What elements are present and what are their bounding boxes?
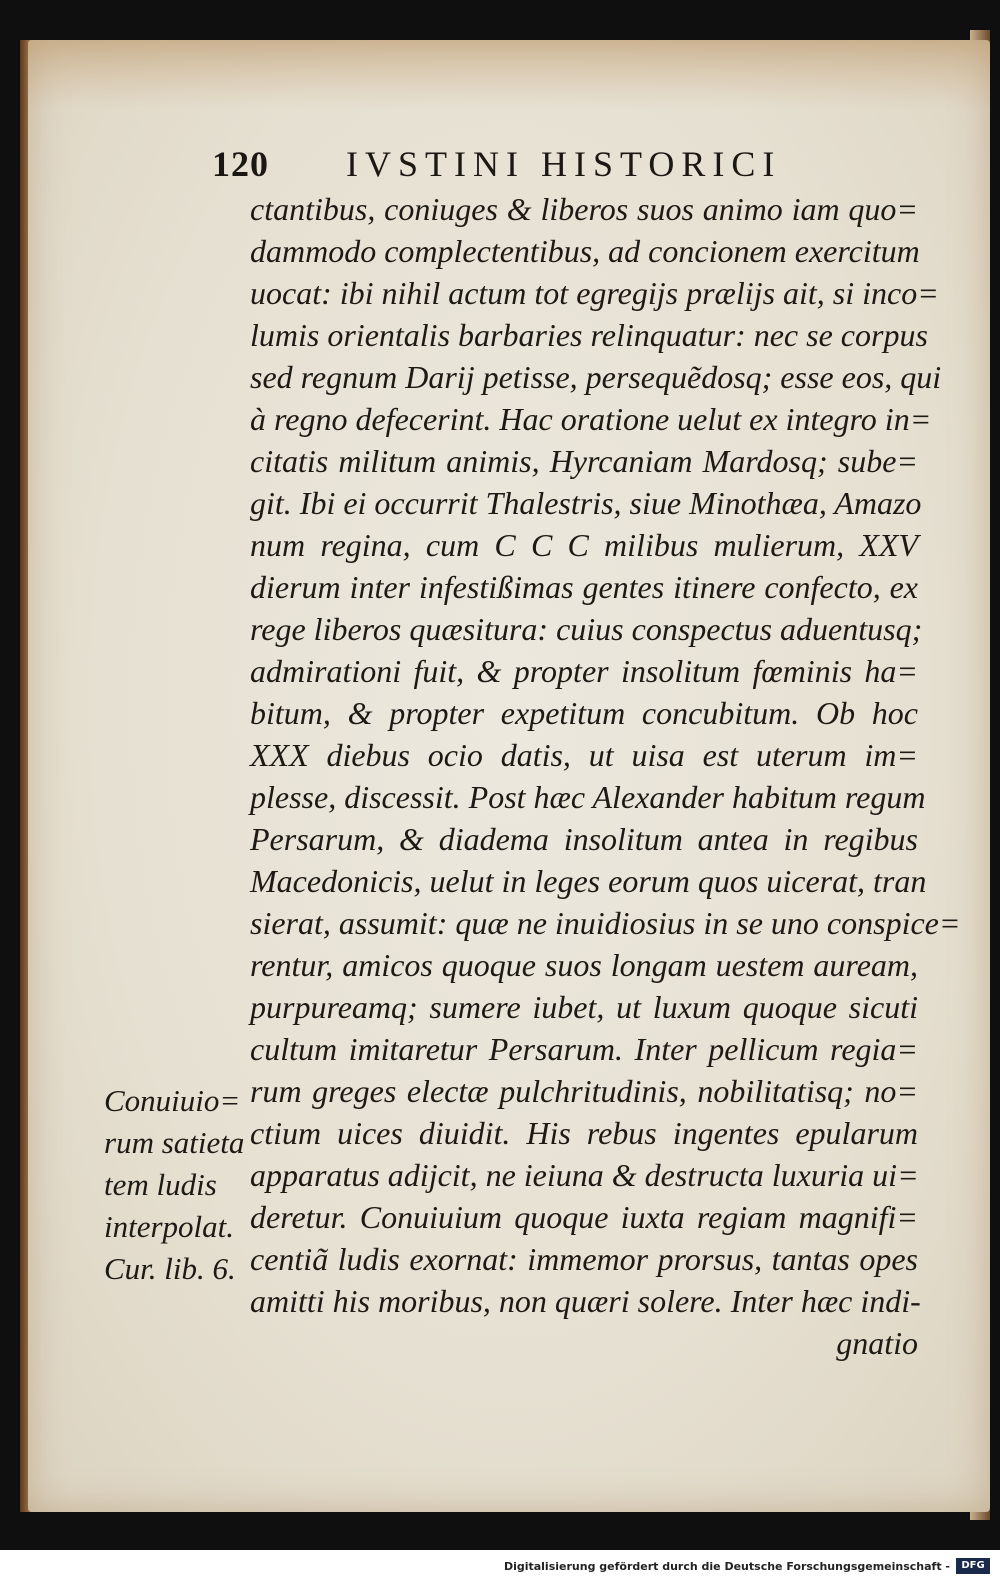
page-number: 120: [212, 144, 269, 184]
text-line: dierum inter infestißimas gentes itinere confecto, ex: [250, 569, 918, 605]
text-line: amitti his moribus, non quæri solere. Inter hæc indi-: [250, 1283, 921, 1319]
text-line: Macedonicis, uelut in leges eorum quos uicerat, tran: [250, 863, 927, 899]
marginal-note: [104, 1080, 254, 1290]
marginal-note-line: rum satieta: [104, 1125, 245, 1160]
text-line: rege liberos quæsitura: cuius conspectus aduentusq;: [250, 611, 923, 647]
text-line: admirationi fuit, & propter insolitum fœminis ha=: [250, 653, 918, 689]
running-title: IVSTINI HISTORICI: [346, 144, 782, 184]
text-line: apparatus adijcit, ne ieiuna & destructa luxuria ui=: [250, 1157, 919, 1193]
marginal-note-line: interpolat.: [104, 1209, 235, 1244]
text-line: dammodo complectentibus, ad concionem exercitum: [250, 233, 920, 269]
marginal-note-line: tem ludis: [104, 1167, 217, 1202]
text-line: git. Ibi ei occurrit Thalestris, siue Minothæa, Amazo: [250, 485, 922, 521]
text-line: sierat, assumit: quæ ne inuidiosius in se uno conspice=: [250, 905, 961, 941]
text-line: citatis militum animis, Hyrcaniam Mardosq; sube=: [250, 443, 918, 479]
text-line: plesse, discessit. Post hæc Alexander habitum regum: [250, 779, 926, 815]
text-line: Persarum, & diadema insolitum antea in regibus: [250, 821, 918, 857]
funding-credit: Digitalisierung gefördert durch die Deutsche Forschungsgemeinschaft -: [503, 1560, 950, 1573]
text-line: num regina, cum C C C milibus mulierum, XXV: [250, 527, 918, 563]
text-line: uocat: ibi nihil actum tot egregijs prælijs ait, si inco=: [250, 275, 939, 311]
text-line: bitum, & propter expetitum concubitum. Ob hoc: [250, 695, 918, 731]
dfg-logo: DFG: [956, 1558, 990, 1574]
text-line: XXX diebus ocio datis, ut uisa est uterum im=: [250, 737, 918, 773]
text-line: lumis orientalis barbaries relinquatur: nec se corpus: [250, 317, 928, 353]
text-line: cultum imitaretur Persarum. Inter pellicum regia=: [250, 1031, 918, 1067]
text-line: centiã ludis exornat: immemor prorsus, tantas opes: [250, 1241, 918, 1277]
text-line: sed regnum Darij petisse, persequẽdosq; esse eos, qui: [250, 359, 942, 395]
text-line: à regno defecerint. Hac oratione uelut ex integro in=: [250, 401, 932, 437]
marginal-note-line: Conuiuio=: [104, 1083, 241, 1118]
footer-bar: [0, 1550, 1000, 1588]
catchword: gnatio: [836, 1325, 918, 1361]
text-line: ctium uices diuidit. His rebus ingentes epularum: [250, 1115, 918, 1151]
running-header: [212, 143, 822, 183]
body-text: [250, 188, 961, 1364]
text-line: purpureamq; sumere iubet, ut luxum quoque sicuti: [250, 989, 918, 1025]
text-line: deretur. Conuiuium quoque iuxta regiam magnifi=: [250, 1199, 918, 1235]
text-line: ctantibus, coniuges & liberos suos animo iam quo=: [250, 191, 918, 227]
marginal-note-line: Cur. lib. 6.: [104, 1251, 236, 1286]
text-line: rentur, amicos quoque suos longam uestem auream,: [250, 947, 918, 983]
text-line: rum greges electæ pulchritudinis, nobilitatisq; no=: [250, 1073, 918, 1109]
